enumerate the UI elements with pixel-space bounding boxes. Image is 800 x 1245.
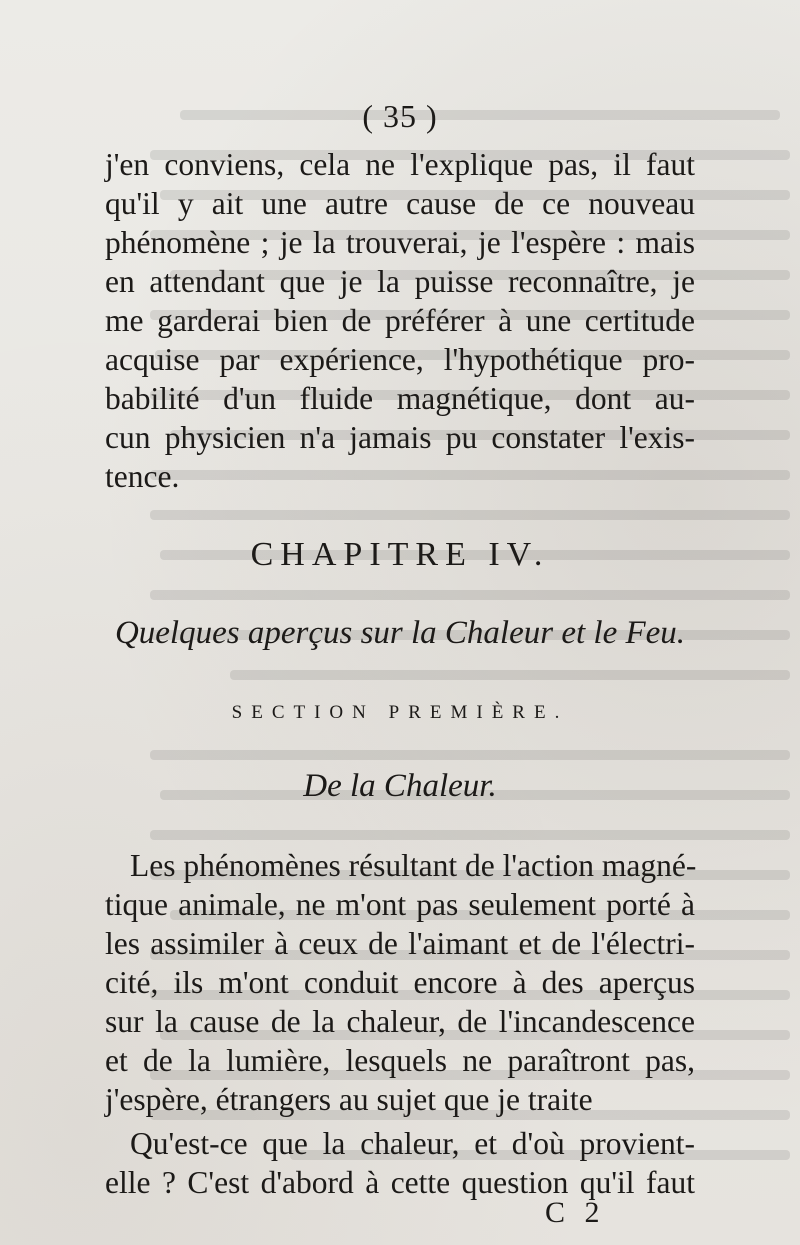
paragraph-continuation bbox=[105, 145, 695, 496]
page-number: ( 35 ) bbox=[362, 98, 438, 134]
chapter-subtitle: Quelques aperçus sur la Chaleur et le Feu. bbox=[114, 615, 686, 651]
text-line: j'espère, étrangers au sujet que je traite bbox=[105, 1082, 593, 1117]
text-line: phénomène ; je la trouverai, je l'espère : mais bbox=[105, 225, 695, 260]
signature-mark: C 2 bbox=[545, 1196, 606, 1229]
text-line: tique animale, ne m'ont pas seulement porté à bbox=[105, 887, 695, 922]
text-line: cité, ils m'ont conduit encore à des aperçus bbox=[105, 965, 695, 1000]
paragraph-intro bbox=[105, 846, 695, 1119]
text-line: babilité d'un fluide magnétique, dont au- bbox=[105, 381, 695, 416]
section-title: De la Chaleur. bbox=[303, 768, 497, 804]
text-line: cun physicien n'a jamais pu constater l'exis- bbox=[105, 420, 695, 455]
text-line: me garderai bien de préférer à une certitude bbox=[105, 303, 695, 338]
text-line: en attendant que je la puisse reconnaître, je bbox=[105, 264, 695, 299]
text-line: tence. bbox=[105, 459, 180, 494]
text-line: elle ? C'est d'abord à cette question qu'il faut bbox=[105, 1165, 695, 1200]
text-line: j'en conviens, cela ne l'explique pas, il faut bbox=[105, 147, 695, 182]
text-line: les assimiler à ceux de l'aimant et de l'électri- bbox=[105, 926, 695, 961]
text-line: Qu'est-ce que la chaleur, et d'où provient- bbox=[130, 1126, 695, 1161]
paragraph-question bbox=[105, 1124, 695, 1202]
text-line: qu'il y ait une autre cause de ce nouveau bbox=[105, 186, 695, 221]
text-line: acquise par expérience, l'hypothétique pro- bbox=[105, 342, 695, 377]
text-line: sur la cause de la chaleur, de l'incandescence bbox=[105, 1004, 695, 1039]
text-line: Les phénomènes résultant de l'action magné- bbox=[130, 848, 697, 883]
chapter-heading: CHAPITRE IV. bbox=[250, 536, 550, 573]
text-line: et de la lumière, lesquels ne paraîtront pas, bbox=[105, 1043, 695, 1078]
section-heading: SECTION PREMIÈRE. bbox=[231, 702, 569, 723]
